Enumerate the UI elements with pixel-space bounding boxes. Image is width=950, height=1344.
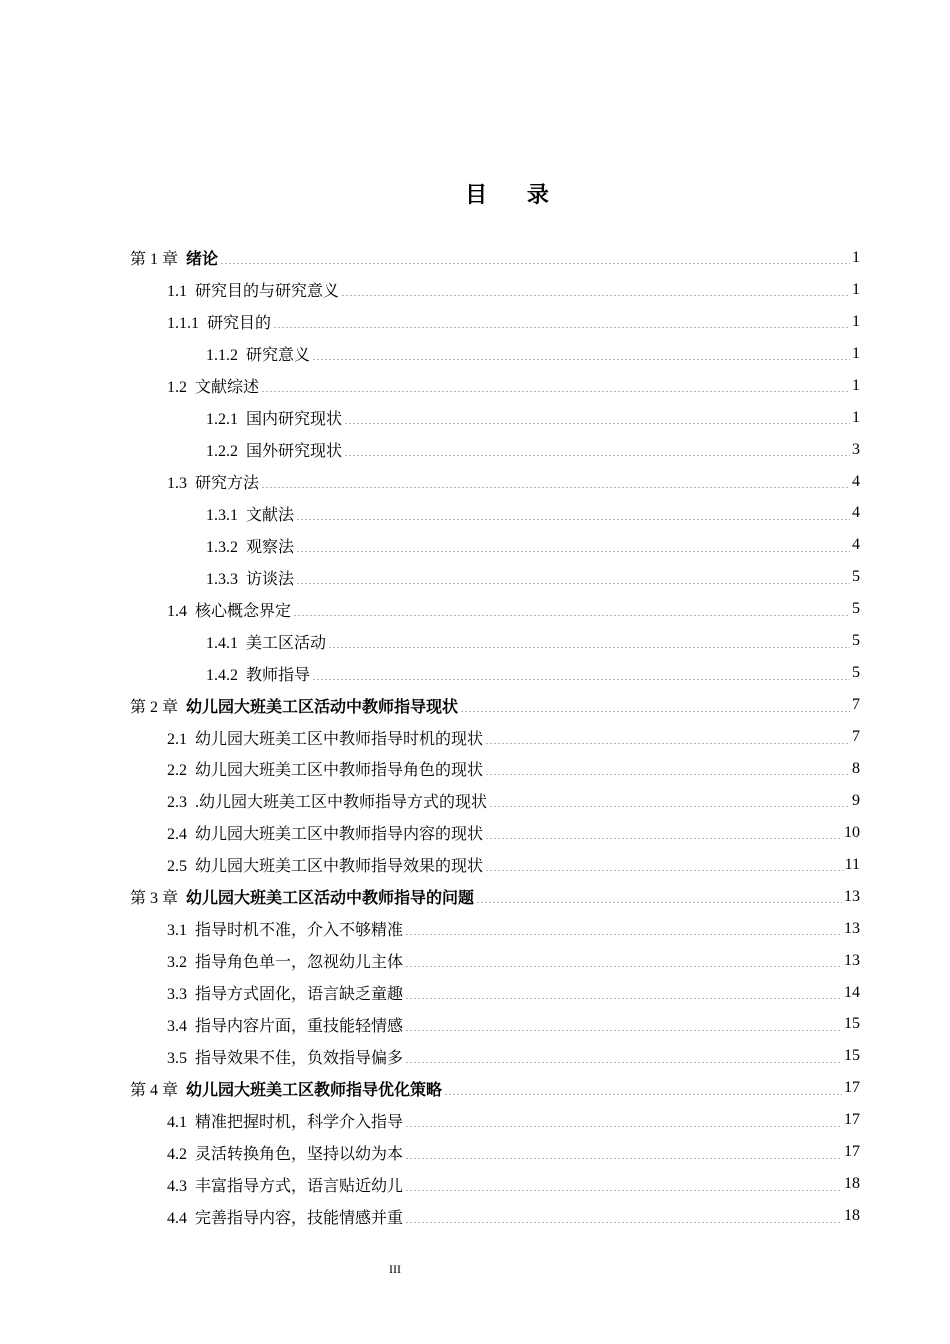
toc-leader-dots <box>485 743 850 744</box>
toc-entry[interactable] <box>130 1009 860 1041</box>
toc-leader-dots <box>476 902 842 903</box>
toc-entry-label <box>206 534 294 557</box>
toc-entry[interactable] <box>130 945 860 977</box>
toc-entry-page: 5 <box>852 600 860 618</box>
toc-entry-page: 4 <box>852 472 860 490</box>
toc-leader-dots <box>296 551 850 552</box>
toc-entry-title: 幼儿园大班美工区中教师指导时机的现状 <box>195 730 484 748</box>
toc-entry-page: 4 <box>852 536 860 554</box>
toc-entry-number: 2.2 <box>167 762 187 780</box>
toc-entry-number: 1.1.2 <box>206 347 238 365</box>
toc-entry-label <box>167 1141 403 1164</box>
toc-entry-page: 1 <box>852 280 860 298</box>
toc-entry[interactable] <box>130 1200 860 1232</box>
toc-entry[interactable] <box>130 1104 860 1136</box>
toc-entry-number: 4.3 <box>167 1177 187 1195</box>
toc-entry-label <box>206 566 294 589</box>
toc-entry-title: 幼儿园大班美工区活动中教师指导的问题 <box>186 890 475 908</box>
toc-entry[interactable] <box>130 881 860 913</box>
toc-leader-dots <box>485 838 842 839</box>
toc-entry-number: 1.3 <box>167 475 187 493</box>
toc-entry-label <box>206 438 342 461</box>
toc-entry[interactable] <box>130 913 860 945</box>
toc-entry-title: 指导内容片面，重技能轻情感 <box>195 1017 404 1035</box>
toc-entry-page: 9 <box>852 791 860 809</box>
toc-entry[interactable] <box>130 466 860 498</box>
toc-entry[interactable] <box>130 1136 860 1168</box>
toc-entry-page: 1 <box>852 344 860 362</box>
toc-entry-title: 幼儿园大班美工区教师指导优化策略 <box>186 1081 443 1099</box>
toc-leader-dots <box>296 519 850 520</box>
toc-leader-dots <box>405 1062 842 1063</box>
toc-entry-page: 10 <box>844 823 860 841</box>
toc-entry-page: 18 <box>844 1175 860 1193</box>
toc-entry-title: 完善指导内容，技能情感并重 <box>195 1209 404 1227</box>
toc-entry-number: 第 1 章 <box>130 251 179 269</box>
toc-entry-page: 18 <box>844 1207 860 1225</box>
toc-entry[interactable] <box>130 689 860 721</box>
toc-leader-dots <box>344 455 850 456</box>
toc-entry-title: 幼儿园大班美工区中教师指导内容的现状 <box>195 826 484 844</box>
toc-entry-title: 研究方法 <box>195 475 260 493</box>
toc-entry-number: 2.5 <box>167 858 187 876</box>
toc-entry-number: 3.5 <box>167 1049 187 1067</box>
toc-leader-dots <box>405 1222 842 1223</box>
toc-entry-number: 1.2.2 <box>206 443 238 461</box>
toc-entry-number: 3.1 <box>167 922 187 940</box>
toc-entry-number: 1.4.1 <box>206 634 238 652</box>
page-title: 目 录 <box>465 183 565 208</box>
toc-leader-dots <box>405 1158 842 1159</box>
toc-leader-dots <box>296 583 850 584</box>
toc-entry-title: 访谈法 <box>246 570 295 588</box>
toc-entry-page: 5 <box>852 632 860 650</box>
toc-entry[interactable] <box>130 434 860 466</box>
toc-entry-page: 8 <box>852 759 860 777</box>
toc-leader-dots <box>405 1126 842 1127</box>
toc-entry-number: 1.3.3 <box>206 570 238 588</box>
toc-entry-page: 1 <box>852 312 860 330</box>
toc-entry-number: 4.2 <box>167 1145 187 1163</box>
toc-entry-label <box>167 821 483 844</box>
toc-entry-title: 指导方式固化，语言缺乏童趣 <box>195 986 404 1004</box>
toc-entry-label <box>167 726 483 749</box>
toc-entry[interactable] <box>130 721 860 753</box>
toc-entry-label <box>167 1109 403 1132</box>
toc-entry-number: 4.4 <box>167 1209 187 1227</box>
toc-entry-label <box>167 1013 403 1036</box>
toc-leader-dots <box>293 615 850 616</box>
toc-entry-label <box>206 406 342 429</box>
toc-entry-page: 13 <box>844 951 860 969</box>
page-number-footer: III <box>389 1262 401 1276</box>
toc-entry-title: 核心概念界定 <box>195 602 292 620</box>
toc-entry-title: 文献综述 <box>195 379 260 397</box>
toc-entry-label <box>167 917 403 940</box>
toc-leader-dots <box>460 711 850 712</box>
toc-entry-page: 4 <box>852 504 860 522</box>
toc-entry-title: 指导效果不佳，负效指导偏多 <box>195 1049 404 1067</box>
toc-entry[interactable] <box>130 529 860 561</box>
toc-entry[interactable] <box>130 402 860 434</box>
toc-entry-title: 指导角色单一，忽视幼儿主体 <box>195 954 404 972</box>
toc-leader-dots <box>344 423 850 424</box>
toc-entry-title: 国内研究现状 <box>246 411 343 429</box>
toc-entry-page: 5 <box>852 568 860 586</box>
toc-entry-number: 3.3 <box>167 986 187 1004</box>
toc-entry[interactable] <box>130 306 860 338</box>
toc-entry-page: 14 <box>844 983 860 1001</box>
toc-entry-title: 教师指导 <box>246 666 311 684</box>
toc-entry-title: 研究目的与研究意义 <box>195 283 340 301</box>
toc-entry-title: 灵活转换角色，坚持以幼为本 <box>195 1145 404 1163</box>
toc-leader-dots <box>261 391 850 392</box>
toc-entry-number: 1.4.2 <box>206 666 238 684</box>
toc-entry-label <box>130 694 458 717</box>
toc-entry[interactable] <box>130 1168 860 1200</box>
toc-entry-title: 绪论 <box>186 251 219 269</box>
toc-entry-page: 17 <box>844 1111 860 1129</box>
toc-entry-title: 幼儿园大班美工区中教师指导效果的现状 <box>195 858 484 876</box>
toc-entry-label <box>206 630 326 653</box>
toc-entry-number: 第 2 章 <box>130 698 179 716</box>
toc-entry-title: 国外研究现状 <box>246 443 343 461</box>
toc-leader-dots <box>405 998 842 999</box>
toc-leader-dots <box>312 359 850 360</box>
toc-entry-label <box>167 470 259 493</box>
toc-entry-label <box>167 310 271 333</box>
toc-leader-dots <box>341 295 850 296</box>
toc-entry[interactable] <box>130 498 860 530</box>
toc-entry-number: 2.1 <box>167 730 187 748</box>
toc-entry-number: 1.1.1 <box>167 315 199 333</box>
toc-leader-dots <box>485 870 843 871</box>
toc-entry-label <box>130 246 218 269</box>
toc-entry-label <box>167 757 483 780</box>
toc-entry-title: 文献法 <box>246 506 295 524</box>
toc-entry[interactable] <box>130 1072 860 1104</box>
toc-entry-number: 1.4 <box>167 602 187 620</box>
toc-entry-number: 1.3.2 <box>206 538 238 556</box>
toc-entry-page: 13 <box>844 887 860 905</box>
toc-entry-label <box>130 885 474 908</box>
toc-entry-number: 2.3 <box>167 794 187 812</box>
toc-entry-page: 7 <box>852 728 860 746</box>
toc-entry-label <box>167 789 487 812</box>
toc-entry[interactable] <box>130 370 860 402</box>
toc-leader-dots <box>405 934 842 935</box>
toc-entry-page: 5 <box>852 664 860 682</box>
toc-entry-label <box>167 1205 403 1228</box>
toc-entry-page: 3 <box>852 440 860 458</box>
toc-leader-dots <box>220 263 850 264</box>
toc-entry[interactable] <box>130 657 860 689</box>
toc-entry-label <box>206 502 294 525</box>
toc-leader-dots <box>405 1030 842 1031</box>
toc-entry-page: 7 <box>852 696 860 714</box>
toc-entry-label <box>130 1077 442 1100</box>
toc-leader-dots <box>273 327 850 328</box>
toc-entry-page: 15 <box>844 1047 860 1065</box>
toc-entry-title: 研究意义 <box>246 347 311 365</box>
toc-entry-label <box>167 374 259 397</box>
toc-entry[interactable] <box>130 753 860 785</box>
toc-leader-dots <box>328 647 850 648</box>
toc-entry-page: 17 <box>844 1079 860 1097</box>
toc-entry[interactable] <box>130 785 860 817</box>
toc-entry[interactable] <box>130 274 860 306</box>
toc-entry[interactable] <box>130 977 860 1009</box>
toc-entry-title: 幼儿园大班美工区中教师指导角色的现状 <box>195 762 484 780</box>
table-of-contents <box>130 242 860 1232</box>
toc-entry-number: 第 4 章 <box>130 1081 179 1099</box>
toc-entry-title: 丰富指导方式，语言贴近幼儿 <box>195 1177 404 1195</box>
toc-entry-page: 17 <box>844 1143 860 1161</box>
toc-entry[interactable] <box>130 817 860 849</box>
toc-leader-dots <box>485 774 850 775</box>
toc-entry-page: 1 <box>852 248 860 266</box>
toc-entry-title: 美工区活动 <box>246 634 327 652</box>
toc-entry-label <box>206 662 310 685</box>
toc-entry-number: 1.2 <box>167 379 187 397</box>
toc-entry[interactable] <box>130 625 860 657</box>
toc-leader-dots <box>444 1094 842 1095</box>
toc-leader-dots <box>261 487 850 488</box>
toc-entry-title: 研究目的 <box>207 315 272 333</box>
toc-entry-title: .幼儿园大班美工区中教师指导方式的现状 <box>195 794 488 812</box>
toc-entry-number: 第 3 章 <box>130 890 179 908</box>
toc-entry-title: 幼儿园大班美工区活动中教师指导现状 <box>186 698 459 716</box>
toc-entry-page: 1 <box>852 408 860 426</box>
toc-entry-label <box>167 278 339 301</box>
toc-entry[interactable] <box>130 849 860 881</box>
toc-entry-title: 精准把握时机，科学介入指导 <box>195 1113 404 1131</box>
toc-entry-page: 1 <box>852 376 860 394</box>
toc-entry-number: 1.3.1 <box>206 506 238 524</box>
toc-leader-dots <box>405 1190 842 1191</box>
toc-entry-label <box>167 598 291 621</box>
toc-entry-page: 11 <box>844 855 860 873</box>
toc-entry-title: 指导时机不准，介入不够精准 <box>195 922 404 940</box>
toc-leader-dots <box>405 966 842 967</box>
toc-entry-page: 13 <box>844 919 860 937</box>
toc-entry-label <box>167 949 403 972</box>
toc-entry[interactable] <box>130 242 860 274</box>
toc-entry-number: 2.4 <box>167 826 187 844</box>
toc-entry[interactable] <box>130 338 860 370</box>
toc-entry-number: 3.4 <box>167 1017 187 1035</box>
toc-leader-dots <box>312 679 850 680</box>
toc-entry-label <box>167 981 403 1004</box>
toc-entry-number: 1.2.1 <box>206 411 238 429</box>
toc-entry[interactable] <box>130 1040 860 1072</box>
toc-entry-label <box>167 1045 403 1068</box>
toc-entry-label <box>167 853 483 876</box>
toc-entry-number: 3.2 <box>167 954 187 972</box>
toc-entry-page: 15 <box>844 1015 860 1033</box>
toc-entry[interactable] <box>130 561 860 593</box>
toc-leader-dots <box>489 806 850 807</box>
toc-entry[interactable] <box>130 593 860 625</box>
toc-entry-label <box>167 1173 403 1196</box>
toc-entry-number: 1.1 <box>167 283 187 301</box>
toc-entry-title: 观察法 <box>246 538 295 556</box>
toc-entry-label <box>206 342 310 365</box>
toc-entry-number: 4.1 <box>167 1113 187 1131</box>
